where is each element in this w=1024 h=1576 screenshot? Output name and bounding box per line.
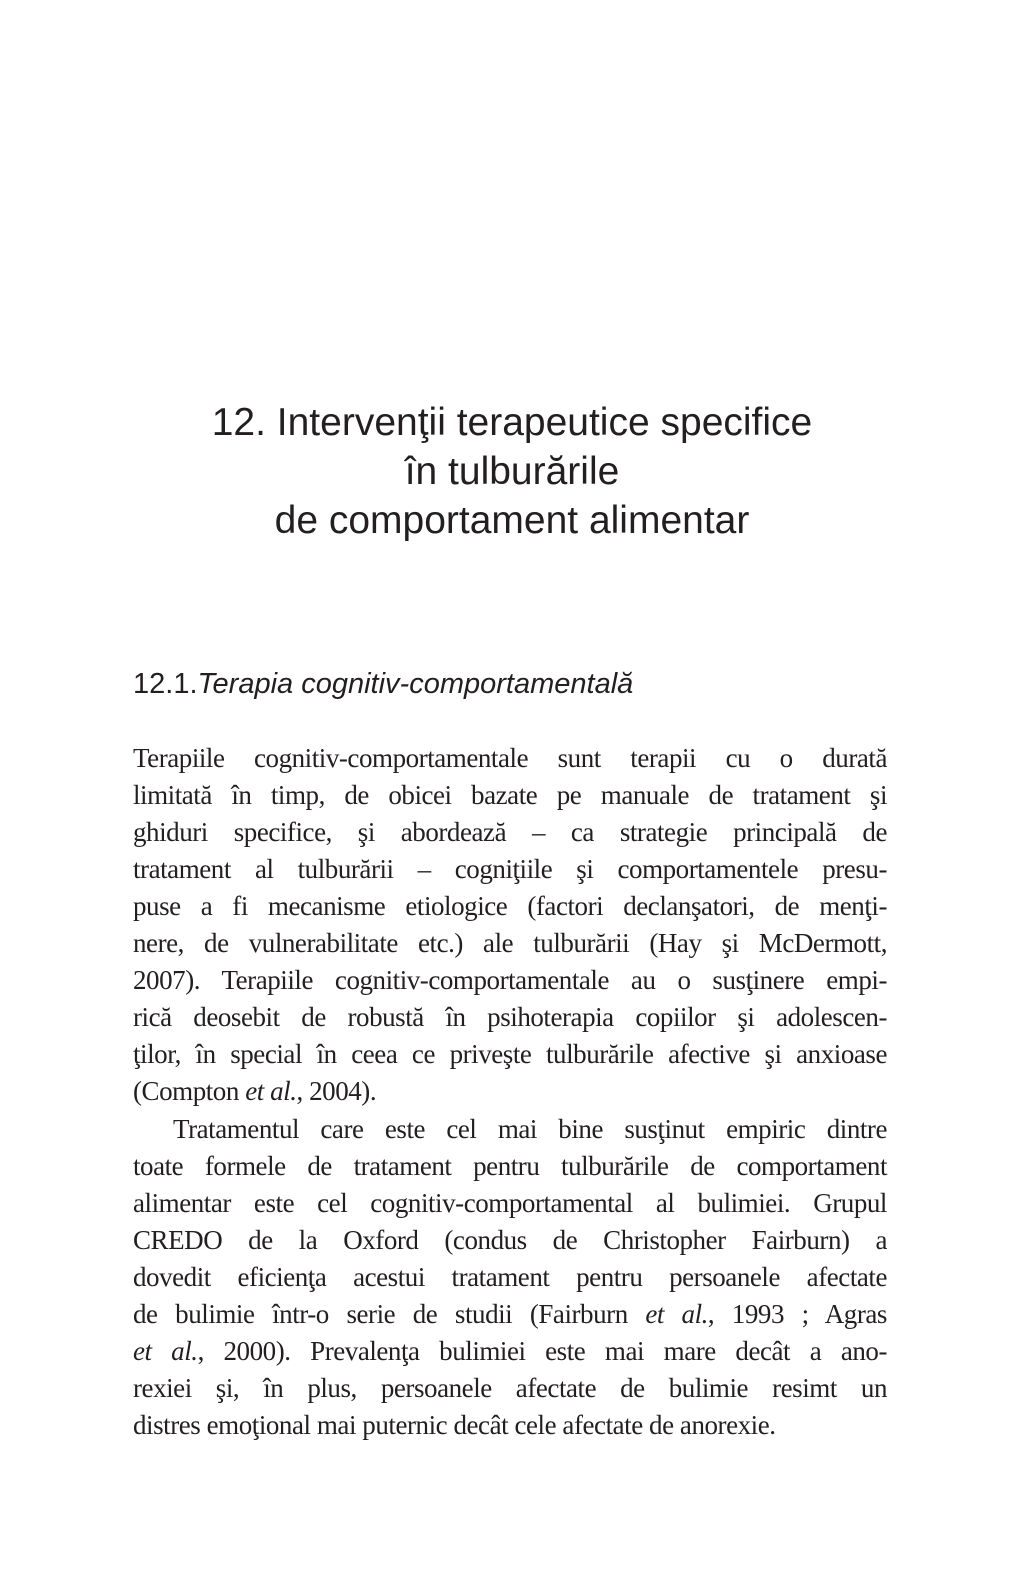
text-segment: rică deosebit de robustă în psihoterapia copiilor şi adolescen- (133, 1002, 887, 1032)
text-segment: distres emoţional mai puternic decât cele afectate de anorexie. (133, 1410, 776, 1440)
text-line (133, 962, 887, 999)
italic-text: et al. (645, 1299, 708, 1329)
section-heading (133, 668, 633, 701)
text-line (133, 888, 887, 925)
text-line (133, 1333, 887, 1370)
text-segment: CREDO de la Oxford (condus de Christopher Fairburn) a (133, 1225, 887, 1255)
text-line (133, 999, 887, 1036)
text-line (133, 1296, 887, 1333)
text-segment: dovedit eficienţa acestui tratament pentru persoanele afectate (133, 1262, 887, 1292)
text-line (133, 814, 887, 851)
text-segment: limitată în timp, de obicei bazate pe manuale de tratament şi (133, 780, 887, 810)
text-segment: rexiei şi, în plus, persoanele afectate de bulimie resimt un (133, 1373, 887, 1403)
text-segment: Terapiile cognitiv-comportamentale sunt terapii cu o durată (133, 743, 887, 773)
text-segment: de bulimie într-o serie de studii (Fairburn (133, 1299, 646, 1329)
text-segment: , 2000). Prevalenţa bulimiei este mai mare decât a ano- (197, 1336, 888, 1366)
text-line (133, 1407, 887, 1444)
text-line (133, 1370, 887, 1407)
chapter-title-line: 12. Intervenţii terapeutice specifice (211, 401, 813, 444)
text-segment: Tratamentul care este cel mai bine susţinut empiric dintre (173, 1114, 887, 1144)
text-segment: (Compton (133, 1076, 246, 1106)
section-number: 12.1. (133, 668, 198, 700)
chapter-title (0, 398, 1024, 545)
paragraph-2 (133, 1111, 887, 1444)
section-title: Terapia cognitiv-comportamentală (197, 668, 634, 700)
text-segment: ţilor, în special în ceea ce priveşte tulburările afective şi anxioase (133, 1039, 887, 1069)
text-segment: puse a fi mecanisme etiologice (factori declanşatori, de menţi- (133, 891, 887, 921)
text-segment: , 1993 ; Agras (707, 1299, 887, 1329)
text-line (133, 1148, 887, 1185)
chapter-title-line: de comportament alimentar (274, 499, 750, 542)
text-line (133, 777, 887, 814)
text-line (133, 1073, 887, 1110)
text-line (133, 851, 887, 888)
italic-text: et al. (133, 1336, 198, 1366)
text-line (133, 1111, 887, 1148)
text-line (133, 1185, 887, 1222)
text-segment: tratament al tulburării – cogniţiile şi comportamentele presu- (133, 854, 887, 884)
text-line (133, 740, 887, 777)
text-segment: alimentar este cel cognitiv-comportamental al bulimiei. Grupul (133, 1188, 887, 1218)
text-segment: 2007). Terapiile cognitiv-comportamentale au o susţinere empi- (133, 965, 887, 995)
chapter-title-line: în tulburările (404, 450, 620, 493)
text-line (133, 1036, 887, 1073)
text-line (133, 925, 887, 962)
text-line (133, 1259, 887, 1296)
paragraph-1 (133, 740, 887, 1110)
text-segment: nere, de vulnerabilitate etc.) ale tulburării (Hay şi McDermott, (133, 928, 887, 958)
text-line (133, 1222, 887, 1259)
text-segment: toate formele de tratament pentru tulburările de comportament (133, 1151, 887, 1181)
text-segment: ghiduri specifice, şi abordează – ca strategie principală de (133, 817, 887, 847)
italic-text: et al. (245, 1076, 297, 1106)
text-segment: , 2004). (296, 1076, 377, 1106)
